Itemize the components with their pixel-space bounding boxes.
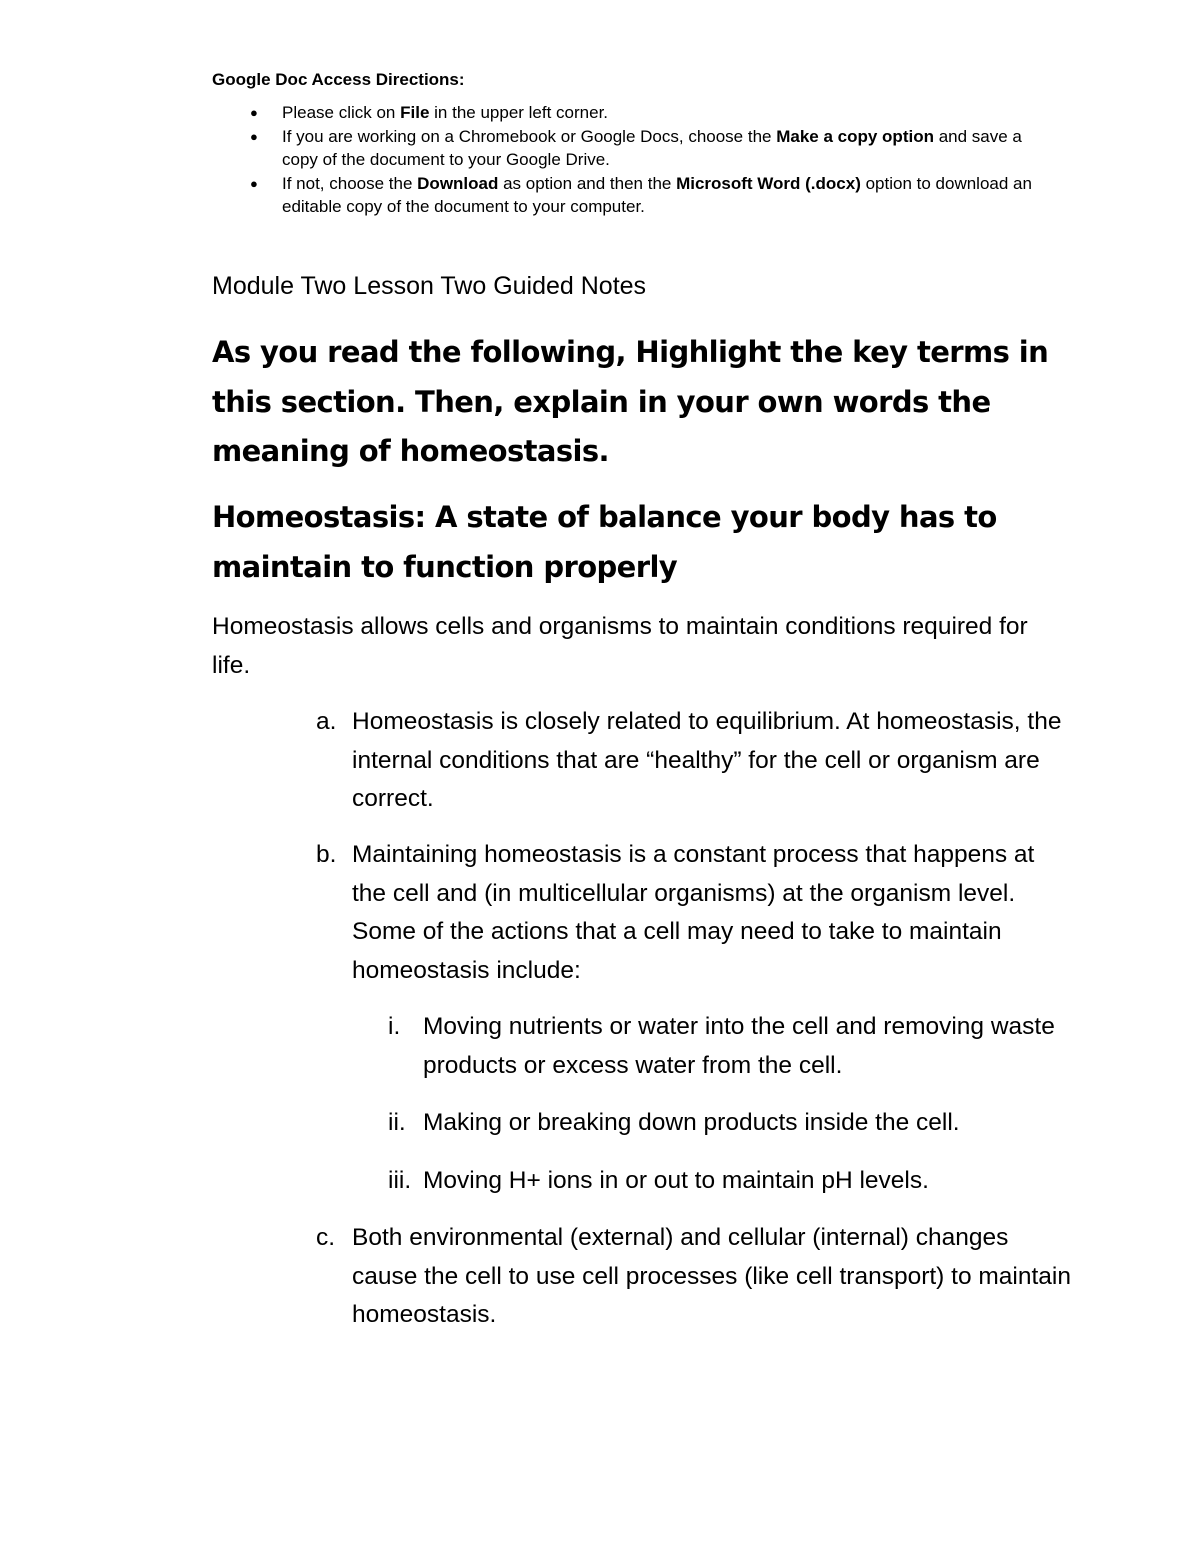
list-item: ● If you are working on a Chromebook or Google Docs, choose the Make a copy option and save a copy of the document to your Google Drive. <box>250 126 1022 169</box>
list-item-b-iii <box>388 1162 1073 1201</box>
list-item-b-i <box>388 1008 1073 1085</box>
list-marker: iii. <box>388 1167 412 1194</box>
intro-paragraph: Homeostasis allows cells and organisms to maintain conditions required for life. <box>212 613 1028 679</box>
list-item-c <box>316 1219 1072 1335</box>
list-item: ● Please click on File in the upper left corner. <box>212 101 1052 125</box>
list-marker: i. <box>388 1013 401 1040</box>
list-item-text: Moving H+ ions in or out to maintain pH levels. <box>423 1167 929 1194</box>
file-menu-ref: File <box>400 103 430 122</box>
list-item: ● If not, choose the Download as option and then the Microsoft Word (.docx) option to download an editable copy of the document to your computer. <box>250 173 1032 216</box>
download-ref: Download <box>417 173 499 193</box>
list-marker: ii. <box>388 1109 406 1136</box>
list-item-b-ii <box>388 1104 1073 1143</box>
module-title: Module Two Lesson Two Guided Notes <box>212 272 647 300</box>
list-item-text: Both environmental (external) and cellular (internal) changes cause the cell to use cell processes (like cell transport) to maintain homeostasis. <box>352 1224 1071 1328</box>
list-item-text: Maintaining homeostasis is a constant process that happens at the cell and (in multicellular organisms) at the organism level. Some of the actions that a cell may need to take to maintain homeostasis include: <box>352 841 1035 984</box>
list-item-a <box>316 703 1072 819</box>
access-directions-list <box>212 101 1052 219</box>
list-marker: a. <box>316 708 337 735</box>
list-item-text: Making or breaking down products inside the cell. <box>423 1109 960 1136</box>
list-item-text: Homeostasis is closely related to equilibrium. At homeostasis, the internal conditions that are “healthy” for the cell or organism are correct. <box>352 708 1062 812</box>
instructions-heading: As you read the following, Highlight the key terms in this section. Then, explain in your own words the meaning of homeostasis. <box>212 335 1049 468</box>
definition-heading: Homeostasis: A state of balance your body has to maintain to function properly <box>212 500 997 584</box>
make-copy-ref: Make a copy option <box>776 126 934 146</box>
list-item-b <box>316 836 1072 990</box>
bullet-icon: ● <box>250 105 258 120</box>
access-directions-heading: Google Doc Access Directions: <box>212 70 465 89</box>
word-format-ref: Microsoft Word (.docx) <box>676 173 861 193</box>
list-marker: b. <box>316 841 337 868</box>
bullet-icon: ● <box>250 175 258 191</box>
bullet-icon: ● <box>250 128 258 144</box>
list-marker: c. <box>316 1224 336 1251</box>
list-item-text: Moving nutrients or water into the cell and removing waste products or excess water from the cell. <box>423 1013 1055 1079</box>
